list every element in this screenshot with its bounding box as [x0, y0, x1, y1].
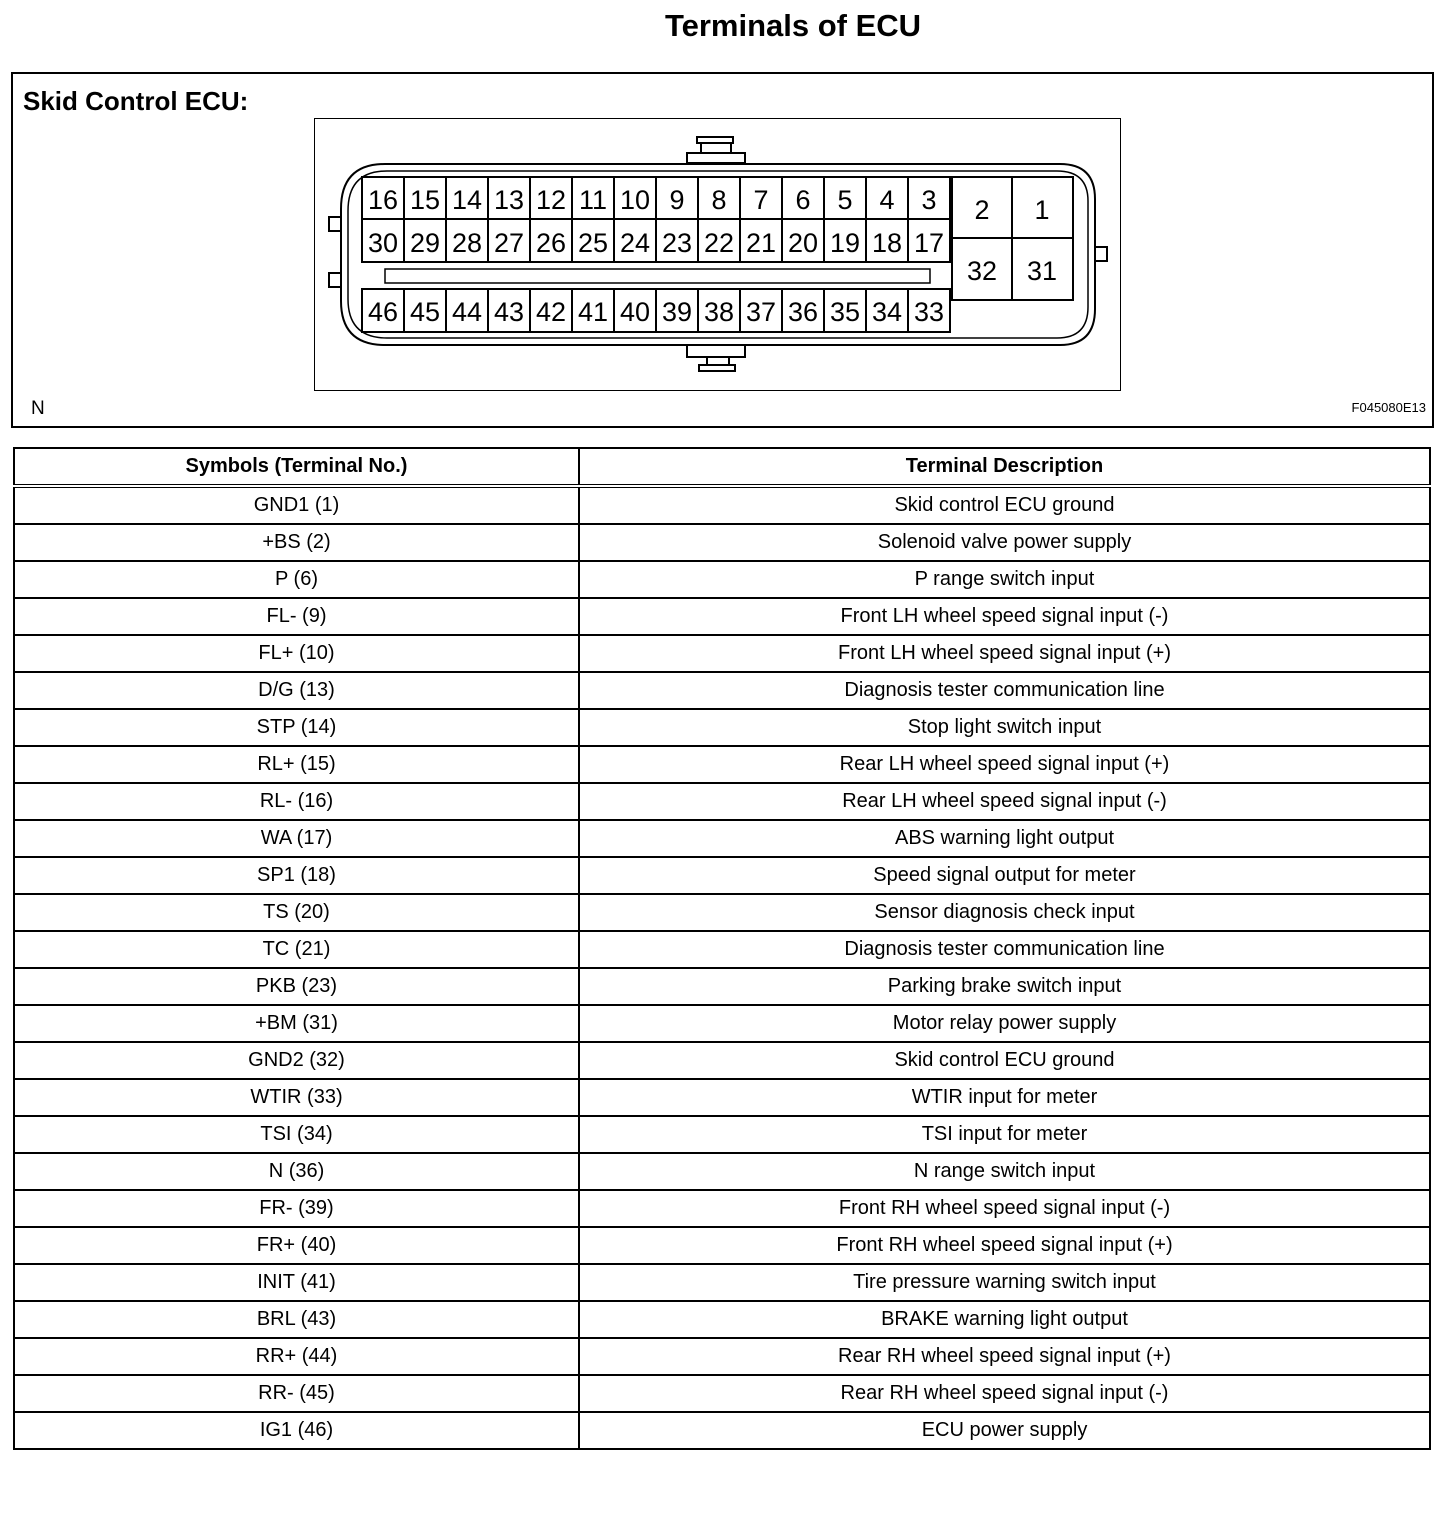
- pin-label: 14: [451, 185, 483, 215]
- table-row: [14, 857, 1430, 894]
- table-row: [14, 931, 1430, 968]
- pin-label: 5: [837, 185, 853, 215]
- terminal-description-cell: Front RH wheel speed signal input (+): [579, 1227, 1430, 1264]
- terminal-symbol-cell: WA (17): [14, 820, 579, 857]
- pin-label: 28: [451, 228, 483, 258]
- pin-label: 45: [409, 297, 441, 327]
- table-row: [14, 1079, 1430, 1116]
- bottom-lock-tab: [687, 345, 745, 371]
- terminal-symbol-cell: TS (20): [14, 894, 579, 931]
- terminal-symbol-cell: FR- (39): [14, 1190, 579, 1227]
- terminal-symbol-cell: IG1 (46): [14, 1412, 579, 1449]
- table-row: [14, 1338, 1430, 1375]
- terminal-description-cell: Solenoid valve power supply: [579, 524, 1430, 561]
- pin-label: 42: [535, 297, 567, 327]
- top-lock-tab: [687, 137, 745, 163]
- table-row: [14, 1227, 1430, 1264]
- pin-label: 30: [367, 228, 399, 258]
- terminal-description-cell: P range switch input: [579, 561, 1430, 598]
- table-row: [14, 561, 1430, 598]
- table-row: [14, 968, 1430, 1005]
- pin-label: 38: [703, 297, 735, 327]
- terminal-symbol-cell: TC (21): [14, 931, 579, 968]
- terminal-symbol-cell: INIT (41): [14, 1264, 579, 1301]
- header-description: Terminal Description: [579, 448, 1430, 486]
- terminal-symbol-cell: D/G (13): [14, 672, 579, 709]
- left-nub-lower: [329, 273, 341, 287]
- terminal-description-cell: Skid control ECU ground: [579, 1042, 1430, 1079]
- pin-label: 27: [493, 228, 525, 258]
- table-row: [14, 1264, 1430, 1301]
- pin-label: 46: [367, 297, 399, 327]
- terminal-description-cell: Motor relay power supply: [579, 1005, 1430, 1042]
- figure-label: Skid Control ECU:: [23, 86, 249, 116]
- pin-label: 44: [451, 297, 483, 327]
- terminal-description-cell: Stop light switch input: [579, 709, 1430, 746]
- terminal-symbol-cell: N (36): [14, 1153, 579, 1190]
- terminal-symbol-cell: FL- (9): [14, 598, 579, 635]
- terminal-description-cell: WTIR input for meter: [579, 1079, 1430, 1116]
- pin-label: 43: [493, 297, 525, 327]
- terminal-description-cell: Skid control ECU ground: [579, 486, 1430, 524]
- terminal-symbol-cell: +BM (31): [14, 1005, 579, 1042]
- terminal-symbol-cell: FL+ (10): [14, 635, 579, 672]
- pin-label: 41: [577, 297, 609, 327]
- table-row: [14, 486, 1430, 524]
- pin-label: 20: [787, 228, 819, 258]
- pin-label: 2: [974, 195, 990, 225]
- terminal-symbol-cell: P (6): [14, 561, 579, 598]
- table-row: [14, 746, 1430, 783]
- terminal-symbol-cell: PKB (23): [14, 968, 579, 1005]
- terminal-description-cell: Rear RH wheel speed signal input (-): [579, 1375, 1430, 1412]
- pin-label: 32: [966, 256, 998, 286]
- table-row: [14, 1301, 1430, 1338]
- pin-label: 22: [703, 228, 735, 258]
- header-symbols: Symbols (Terminal No.): [14, 448, 579, 486]
- terminal-description-cell: Diagnosis tester communication line: [579, 672, 1430, 709]
- terminal-symbol-cell: RL+ (15): [14, 746, 579, 783]
- pin-label: 10: [619, 185, 651, 215]
- pin-label: 19: [829, 228, 861, 258]
- terminals-table: [13, 447, 1431, 1450]
- table-row: [14, 524, 1430, 561]
- table-row: [14, 598, 1430, 635]
- table-row: [14, 1042, 1430, 1079]
- terminal-description-cell: Rear LH wheel speed signal input (-): [579, 783, 1430, 820]
- pin-label: 7: [753, 185, 769, 215]
- terminal-description-cell: Rear RH wheel speed signal input (+): [579, 1338, 1430, 1375]
- pin-label: 40: [619, 297, 651, 327]
- pin-label: 31: [1026, 256, 1058, 286]
- pin-label: 12: [535, 185, 567, 215]
- terminal-description-cell: Speed signal output for meter: [579, 857, 1430, 894]
- page-title: Terminals of ECU: [664, 8, 922, 43]
- table-row: [14, 1190, 1430, 1227]
- connector-figure: [11, 72, 1434, 428]
- pin-label: 16: [367, 185, 399, 215]
- pin-label: 21: [745, 228, 777, 258]
- pin-label: 17: [913, 228, 945, 258]
- key-slot: [385, 269, 930, 283]
- terminal-symbol-cell: SP1 (18): [14, 857, 579, 894]
- pin-label: 11: [578, 185, 608, 215]
- terminal-description-cell: Tire pressure warning switch input: [579, 1264, 1430, 1301]
- pin-label: 8: [711, 185, 727, 215]
- terminal-symbol-cell: RL- (16): [14, 783, 579, 820]
- pin-label: 24: [619, 228, 651, 258]
- table-row: [14, 1412, 1430, 1449]
- pin-label: 29: [409, 228, 441, 258]
- pin-label: 26: [535, 228, 567, 258]
- pin-label: 35: [829, 297, 861, 327]
- table-row: [14, 1116, 1430, 1153]
- pin-label: 18: [871, 228, 903, 258]
- connector-frame: [314, 118, 1121, 391]
- pin-label: 4: [879, 185, 895, 215]
- terminal-symbol-cell: RR- (45): [14, 1375, 579, 1412]
- terminal-symbol-cell: RR+ (44): [14, 1338, 579, 1375]
- terminal-description-cell: ECU power supply: [579, 1412, 1430, 1449]
- terminal-description-cell: Parking brake switch input: [579, 968, 1430, 1005]
- pin-label: 3: [921, 185, 937, 215]
- terminal-description-cell: N range switch input: [579, 1153, 1430, 1190]
- pin-label: 34: [871, 297, 903, 327]
- pin-label: 13: [493, 185, 525, 215]
- table-row: [14, 1375, 1430, 1412]
- terminal-description-cell: Front LH wheel speed signal input (-): [579, 598, 1430, 635]
- terminal-symbol-cell: +BS (2): [14, 524, 579, 561]
- terminal-description-cell: Rear LH wheel speed signal input (+): [579, 746, 1430, 783]
- terminal-description-cell: Front LH wheel speed signal input (+): [579, 635, 1430, 672]
- table-row: [14, 783, 1430, 820]
- pin-label: 33: [913, 297, 945, 327]
- terminal-symbol-cell: GND1 (1): [14, 486, 579, 524]
- pin-label: 23: [661, 228, 693, 258]
- connector-diagram: [315, 119, 1120, 390]
- terminal-symbol-cell: FR+ (40): [14, 1227, 579, 1264]
- pin-label: 6: [795, 185, 811, 215]
- pin-label: 9: [669, 185, 685, 215]
- terminal-symbol-cell: TSI (34): [14, 1116, 579, 1153]
- pin-label: 39: [661, 297, 693, 327]
- pin-label: 36: [787, 297, 819, 327]
- terminal-description-cell: ABS warning light output: [579, 820, 1430, 857]
- terminal-description-cell: BRAKE warning light output: [579, 1301, 1430, 1338]
- right-nub: [1095, 247, 1107, 261]
- terminal-symbol-cell: GND2 (32): [14, 1042, 579, 1079]
- table-header-row: [14, 448, 1430, 486]
- pin-label: 37: [745, 297, 777, 327]
- table-row: [14, 820, 1430, 857]
- terminal-description-cell: TSI input for meter: [579, 1116, 1430, 1153]
- table-body: [14, 486, 1430, 1449]
- table-row: [14, 635, 1430, 672]
- pin-label: 15: [409, 185, 441, 215]
- table-row: [14, 1005, 1430, 1042]
- table-row: [14, 672, 1430, 709]
- terminal-symbol-cell: WTIR (33): [14, 1079, 579, 1116]
- pin-label: 1: [1034, 195, 1050, 225]
- terminal-symbol-cell: BRL (43): [14, 1301, 579, 1338]
- terminal-description-cell: Diagnosis tester communication line: [579, 931, 1430, 968]
- pin-label: 25: [577, 228, 609, 258]
- table-row: [14, 894, 1430, 931]
- figure-view-letter: N: [31, 398, 45, 419]
- terminal-description-cell: Sensor diagnosis check input: [579, 894, 1430, 931]
- figure-code: F045080E13: [1351, 400, 1426, 415]
- left-nub-upper: [329, 217, 341, 231]
- table-row: [14, 1153, 1430, 1190]
- terminal-symbol-cell: STP (14): [14, 709, 579, 746]
- terminal-description-cell: Front RH wheel speed signal input (-): [579, 1190, 1430, 1227]
- table-row: [14, 709, 1430, 746]
